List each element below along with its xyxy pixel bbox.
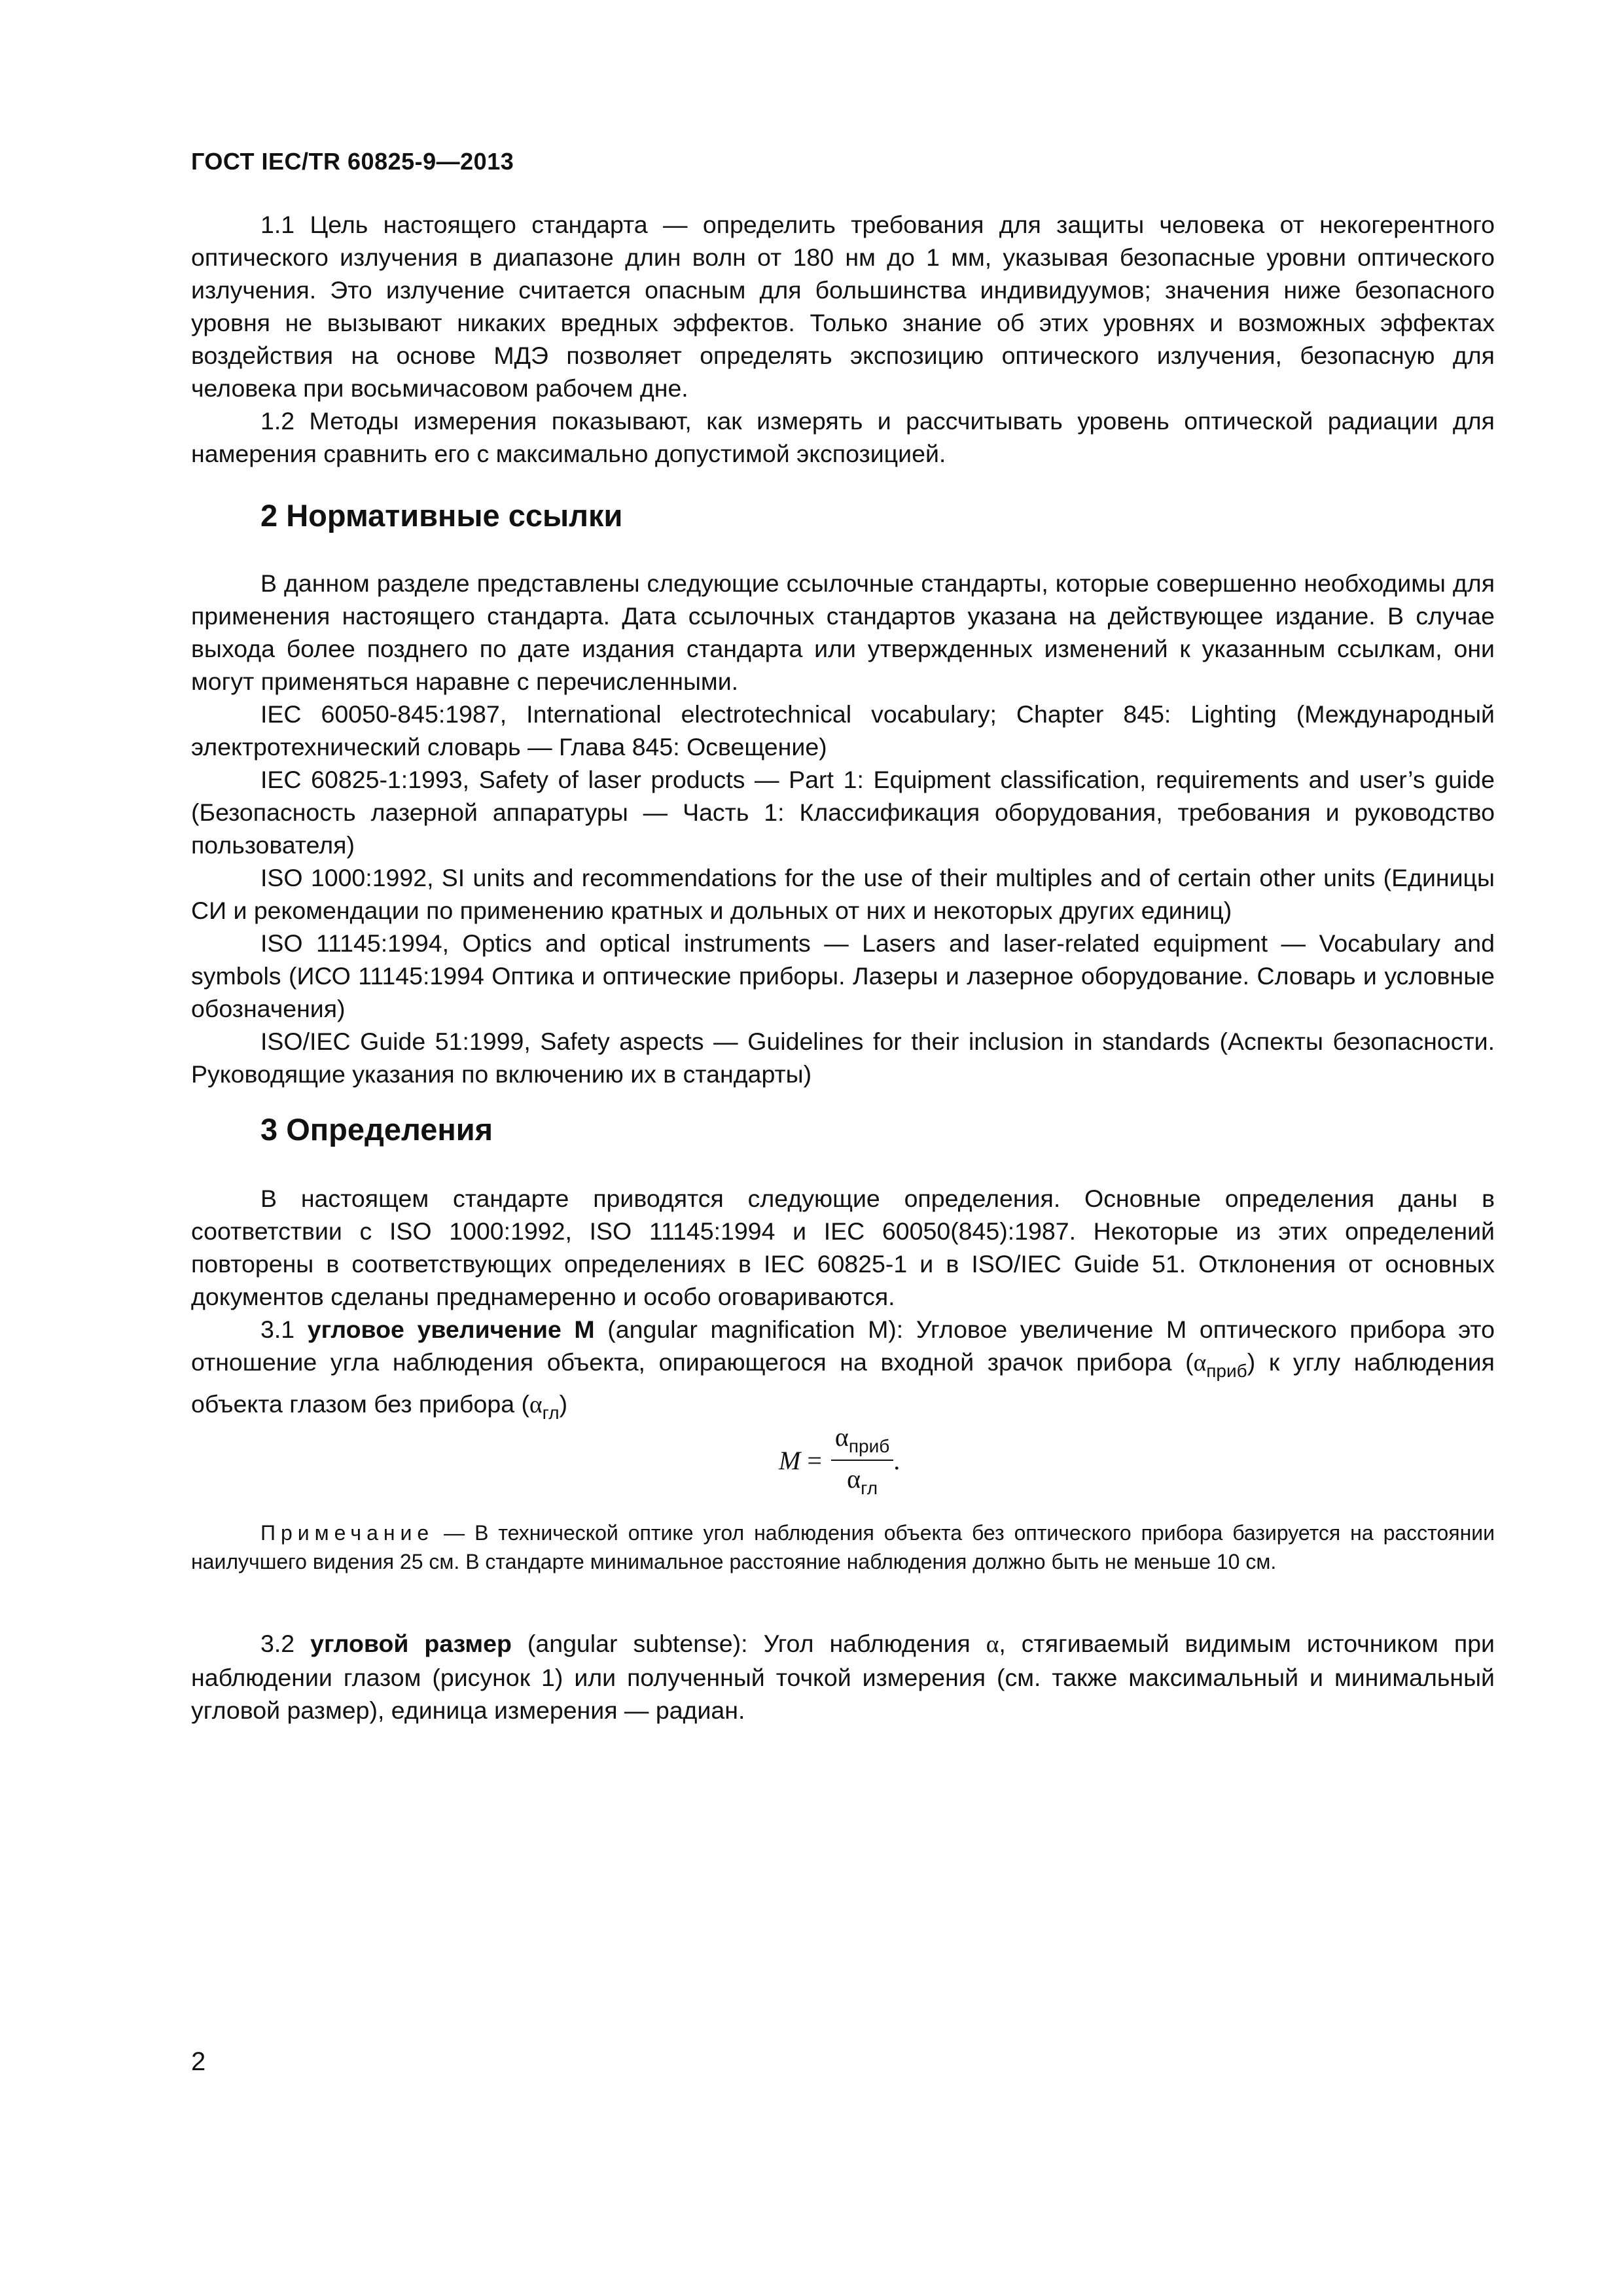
section-1-body: [191, 208, 1495, 470]
reference-item: ISO 11145:1994, Optics and optical instruments — Lasers and laser-related equipment — Vocabulary and symbols (ИСО 11145:1994 Оптика и оптические приборы. Лазеры и лазерное оборудование. Словарь и условные обозначения): [191, 929, 1495, 1022]
section-2-heading: 2 Нормативные ссылки: [260, 498, 623, 533]
definition-term: угловой размер: [310, 1630, 512, 1657]
note-text: — В технической оптике угол наблюдения объекта без оптического прибора базируется на расстоянии наилучшего видения 25 см. В стандарте минимальное расстояние наблюдения должно быть не меньше 10 см.: [191, 1521, 1495, 1573]
definition-number: 3.2: [260, 1630, 295, 1657]
subscript: гл: [542, 1403, 560, 1423]
definition-text: (angular magnification M): Угловое увеличение M оптического прибора это отношение угла наблюдения объекта, опирающегося на входной зрачок прибора (: [191, 1316, 1495, 1376]
section-3-intro: В настоящем стандарте приводятся следующие определения. Основные определения даны в соответствии с ISO 1000:1992, ISO 11145:1994 и IEC 60050(845):1987. Некоторые из этих определений повторены в соответствующих определениях в IEC 60825-1 и в ISO/IEC Guide 51. Отклонения от основных документов сделаны преднамеренно и особо оговариваются.: [191, 1185, 1495, 1310]
subscript: гл: [861, 1478, 878, 1498]
alpha-symbol: α: [834, 1422, 849, 1452]
note-label: Примечание: [260, 1521, 435, 1545]
reference-item: IEC 60825-1:1993, Safety of laser products — Part 1: Equipment classification, requirements and user’s guide (Безопасность лазерной аппаратуры — Часть 1: Классификация оборудования, требования и руководство пользователя): [191, 766, 1495, 859]
definition-term: угловое увеличение M: [307, 1316, 595, 1343]
definition-text: (angular subtense): Угол наблюдения: [527, 1630, 986, 1657]
reference-item: ISO 1000:1992, SI units and recommendations for the use of their multiples and of certain other units (Единицы СИ и рекомендации по применению кратных и дольных от них и некоторых других единиц): [191, 864, 1495, 924]
definition-3-2: [191, 1627, 1495, 1727]
section-3-heading: 3 Определения: [260, 1112, 493, 1147]
reference-item: ISO/IEC Guide 51:1999, Safety aspects — Guidelines for their inclusion in standards (Аспекты безопасности. Руководящие указания по включению их в стандарты): [191, 1028, 1495, 1088]
formula-angular-magnification: [779, 1422, 900, 1499]
reference-item: IEC 60050-845:1987, International electrotechnical vocabulary; Chapter 845: Lighting (Международный электротехнический словарь — Глава 845: Освещение): [191, 700, 1495, 761]
definition-text: ) к углу наблюдения объекта глазом без прибора (: [191, 1348, 1495, 1418]
formula-fraction: [831, 1422, 893, 1499]
paragraph-1-1: 1.1 Цель настоящего стандарта — определить требования для защиты человека от некогерентного оптического излучения в диапазоне длин волн от 180 нм до 1 мм, указывая безопасные уровни оптического излучения. Это излучение считается опасным для большинства индивидуумов; значения ниже безопасного уровня не вызывают никаких вредных эффектов. Только знание об этих уровнях и возможных эффектах воздействия на основе МДЭ позволяет определять экспозицию оптического излучения, безопасную для человека при восьмичасовом рабочем дне.: [191, 211, 1495, 402]
paragraph-1-2: 1.2 Методы измерения показывают, как измерять и рассчитывать уровень оптической радиации для намерения сравнить его с максимально допустимой экспозицией.: [191, 407, 1495, 467]
definition-3-1: [191, 1313, 1495, 1429]
formula-lhs: M: [779, 1445, 801, 1475]
definition-number: 3.1: [260, 1316, 295, 1343]
formula-equals: =: [807, 1445, 822, 1475]
alpha-symbol: α: [529, 1391, 543, 1418]
subscript: приб: [848, 1436, 890, 1456]
section-3-body: [191, 1182, 1495, 1429]
section-2-body: [191, 567, 1495, 1090]
note-paragraph: [191, 1518, 1495, 1576]
subscript: приб: [1206, 1361, 1247, 1381]
definition-text: , стягиваемый видимым источником при наблюдении глазом (рисунок 1) или полученный точкой измерения (см. также максимальный и минимальный угловой размер), единица измерения — радиан.: [191, 1630, 1495, 1724]
note-block: [191, 1518, 1495, 1576]
formula-numerator: [831, 1422, 893, 1461]
definition-text: ): [559, 1390, 568, 1418]
section-3-body-cont: [191, 1627, 1495, 1727]
page-number: 2: [191, 2047, 206, 2076]
section-2-intro: В данном разделе представлены следующие ссылочные стандарты, которые совершенно необходимы для применения настоящего стандарта. Дата ссылочных стандартов указана на действующее издание. В случае выхода более позднего по дате издания стандарта или утвержденных изменений к указанным ссылкам, они могут применяться наравне с перечисленными.: [191, 569, 1495, 695]
alpha-symbol: α: [986, 1631, 999, 1658]
formula-denominator: [847, 1461, 878, 1499]
alpha-symbol: α: [1193, 1350, 1207, 1376]
alpha-symbol: α: [847, 1464, 861, 1494]
document-header: ГОСТ IEC/TR 60825-9—2013: [191, 148, 514, 175]
formula-period: .: [893, 1445, 901, 1475]
